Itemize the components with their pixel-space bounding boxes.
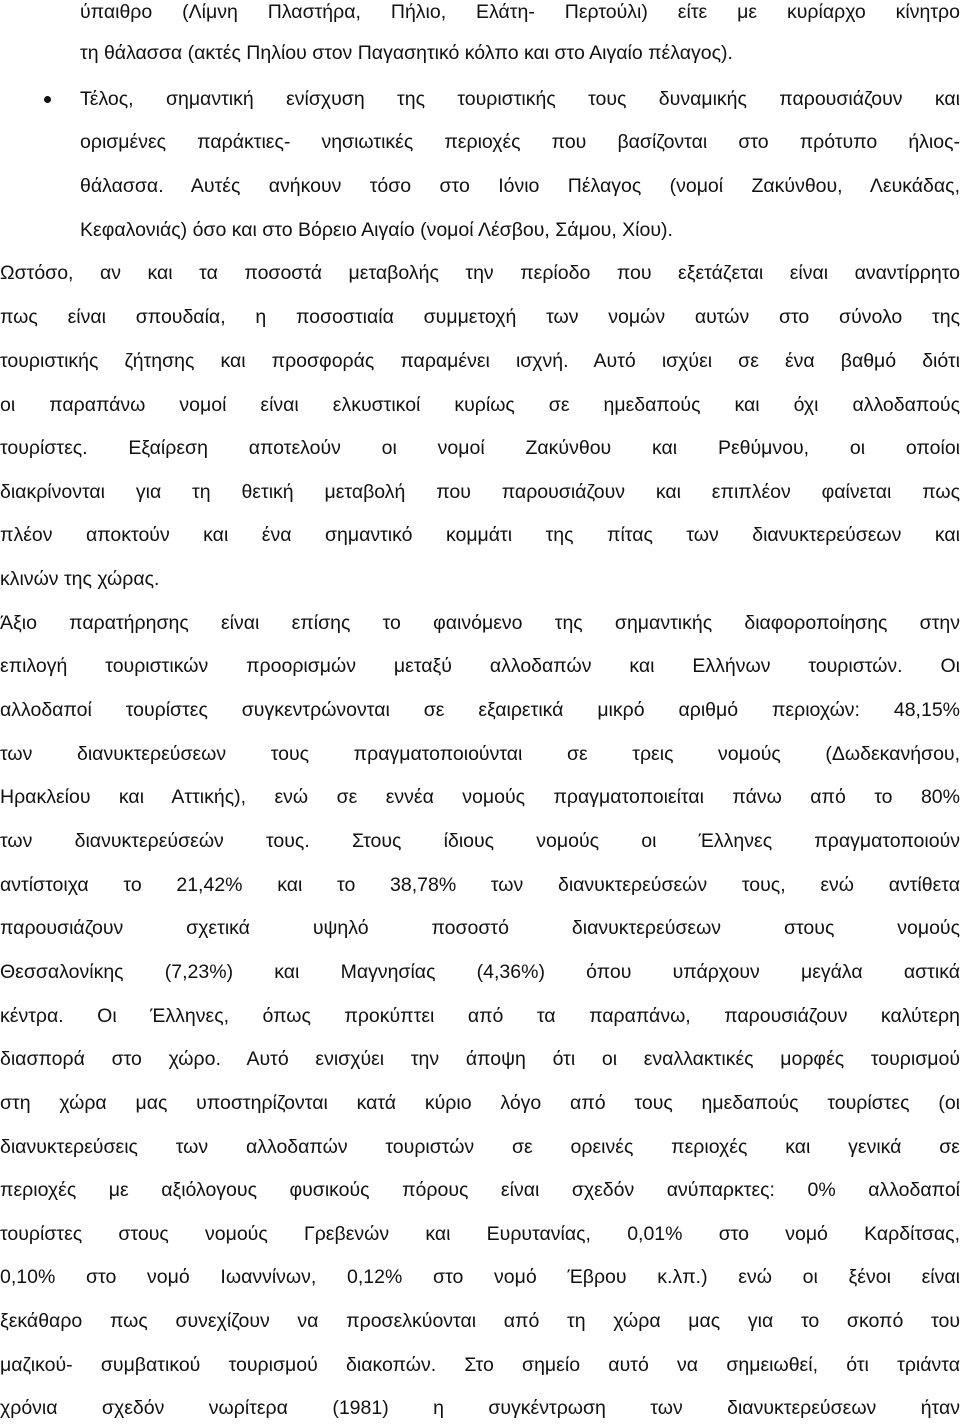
text-line: στη χώρα μας υποστηρίζονται κατά κύριο λόγο από τους ημεδαπούς τουρίστες (οι xyxy=(0,1092,960,1114)
text-line: πως είναι σπουδαία, η ποσοστιαία συμμετοχή των νομών αυτών στο σύνολο της xyxy=(0,306,960,328)
text-line: τη θάλασσα (ακτές Πηλίου στον Παγασητικό κόλπο και στο Αιγαίο πέλαγος). xyxy=(80,42,733,64)
text-line: τουριστικής ζήτησης και προσφοράς παραμένει ισχνή. Αυτό ισχύει σε ένα βαθμό διότι xyxy=(0,350,960,372)
text-line: οι παραπάνω νομοί είναι ελκυστικοί κυρίως σε ημεδαπούς και όχι αλλοδαπούς xyxy=(0,394,960,416)
text-line: αντίστοιχα το 21,42% και το 38,78% των διανυκτερεύσεών τους, ενώ αντίθετα xyxy=(0,874,960,896)
text-line: ύπαιθρο (Λίμνη Πλαστήρα, Πήλιο, Ελάτη- Περτούλι) είτε με κυρίαρχο κίνητρο xyxy=(80,1,960,23)
text-line: των διανυκτερεύσεών τους. Στους ίδιους νομούς οι Έλληνες πραγματοποιούν xyxy=(0,830,960,852)
text-line: επιλογή τουριστικών προορισμών μεταξύ αλλοδαπών και Ελλήνων τουριστών. Οι xyxy=(0,655,960,677)
text-line: Ηρακλείου και Αττικής), ενώ σε εννέα νομούς πραγματοποιείται πάνω από το 80% xyxy=(0,786,960,808)
text-line: Κεφαλονιάς) όσο και στο Βόρειο Αιγαίο (νομοί Λέσβου, Σάμου, Χίου). xyxy=(80,219,673,241)
text-line: Άξιο παρατήρησης είναι επίσης το φαινόμενο της σημαντικής διαφοροποίησης στην xyxy=(0,612,960,634)
text-line: κέντρα. Οι Έλληνες, όπως προκύπτει από τα παραπάνω, παρουσιάζουν καλύτερη xyxy=(0,1005,960,1027)
text-line: πλέον αποκτούν και ένα σημαντικό κομμάτι της πίτας των διανυκτερεύσεων και xyxy=(0,524,960,546)
text-line: Ωστόσο, αν και τα ποσοστά μεταβολής την περίοδο που εξετάζεται είναι αναντίρρητο xyxy=(0,262,960,284)
text-line: παρουσιάζουν σχετικά υψηλό ποσοστό διανυκτερεύσεων στους νομούς xyxy=(0,917,960,939)
text-line: Τέλος, σημαντική ενίσχυση της τουριστικής τους δυναμικής παρουσιάζουν και xyxy=(80,88,960,110)
text-line: διακρίνονται για τη θετική μεταβολή που παρουσιάζουν και επιπλέον φαίνεται πως xyxy=(0,481,960,503)
text-line: περιοχές με αξιόλογους φυσικούς πόρους είναι σχεδόν ανύπαρκτες: 0% αλλοδαποί xyxy=(0,1179,960,1201)
text-line: τουρίστες. Εξαίρεση αποτελούν οι νομοί Ζακύνθου και Ρεθύμνου, οι οποίοι xyxy=(0,437,960,459)
text-line: των διανυκτερεύσεων τους πραγματοποιούνται σε τρεις νομούς (Δωδεκανήσου, xyxy=(0,743,960,765)
text-line: ξεκάθαρο πως συνεχίζουν να προσελκύονται από τη χώρα μας για το σκοπό του xyxy=(0,1310,960,1332)
text-line: κλινών της χώρας. xyxy=(0,568,160,590)
text-line: μαζικού- συμβατικού τουρισμού διακοπών. Στο σημείο αυτό να σημειωθεί, ότι τριάντα xyxy=(0,1354,960,1376)
bullet-icon xyxy=(44,96,51,103)
text-line: αλλοδαποί τουρίστες συγκεντρώνονται σε εξαιρετικά μικρό αριθμό περιοχών: 48,15% xyxy=(0,699,960,721)
text-line: διανυκτερεύσεις των αλλοδαπών τουριστών σε ορεινές περιοχές και γενικά σε xyxy=(0,1136,960,1158)
text-line: θάλασσα. Αυτές ανήκουν τόσο στο Ιόνιο Πέλαγος (νομοί Ζακύνθου, Λευκάδας, xyxy=(80,175,960,197)
text-line: τουρίστες στους νομούς Γρεβενών και Ευρυτανίας, 0,01% στο νομό Καρδίτσας, xyxy=(0,1223,960,1245)
text-line: χρόνια σχεδόν νωρίτερα (1981) η συγκέντρωση των διανυκτερεύσεων ήταν xyxy=(0,1397,960,1419)
text-line: ορισμένες παράκτιες- νησιωτικές περιοχές που βασίζονται στο πρότυπο ήλιος- xyxy=(80,131,960,153)
text-line: διασπορά στο χώρο. Αυτό ενισχύει την άποψη ότι οι εναλλακτικές μορφές τουρισμού xyxy=(0,1048,960,1070)
text-line: Θεσσαλονίκης (7,23%) και Μαγνησίας (4,36%) όπου υπάρχουν μεγάλα αστικά xyxy=(0,961,960,983)
text-line: 0,10% στο νομό Ιωαννίνων, 0,12% στο νομό Έβρου κ.λπ.) ενώ οι ξένοι είναι xyxy=(0,1266,960,1288)
